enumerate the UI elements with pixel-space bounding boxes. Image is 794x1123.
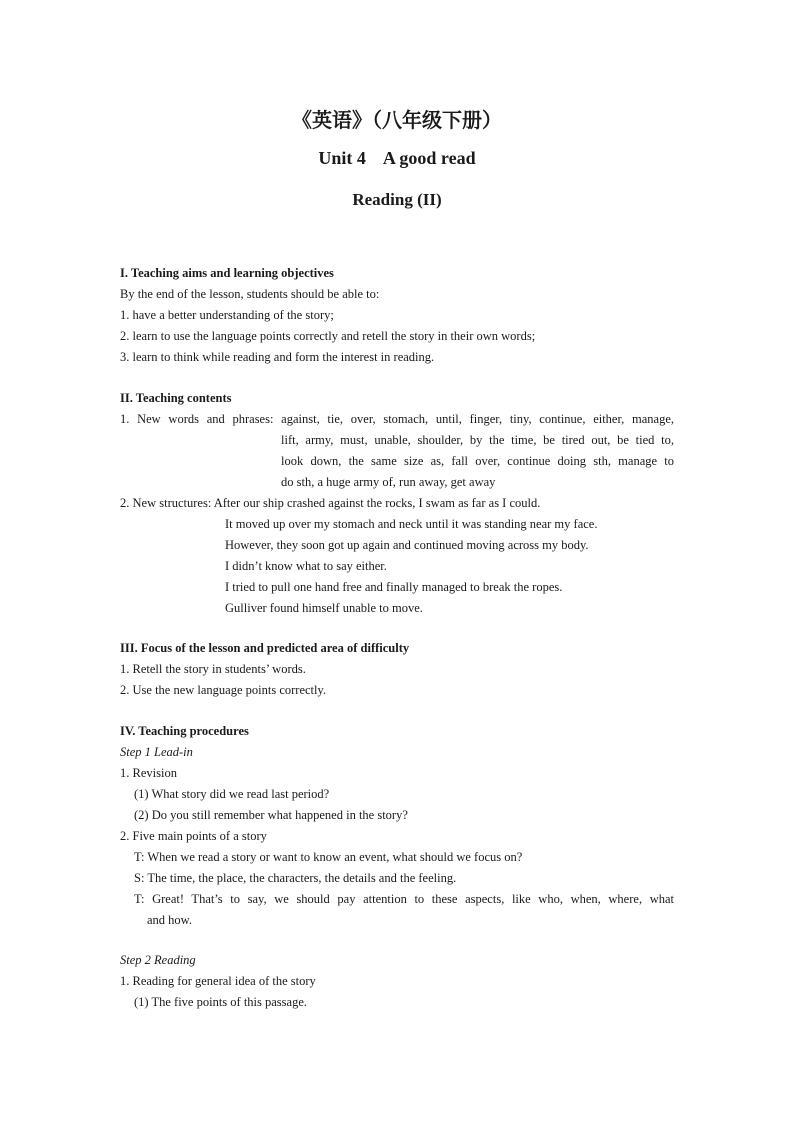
dialogue-line: S: The time, the place, the characters, the details and the feeling. <box>134 871 457 885</box>
words-line: lift, army, must, unable, shoulder, by the time, be tired out, be tied to, <box>281 433 674 447</box>
words-line: 1. New words and phrases: against, tie, over, stomach, until, finger, tiny, continue, either, manage, <box>120 412 674 426</box>
unit-title: Unit 4 A good read <box>318 148 476 168</box>
structure-item: It moved up over my stomach and neck until it was standing near my face. <box>225 517 598 531</box>
dialogue-line: T: Great! That’s to say, we should pay attention to these aspects, like who, when, where, what <box>134 892 674 906</box>
structure-item: I tried to pull one hand free and finally managed to break the ropes. <box>225 580 563 594</box>
words-line: do sth, a huge army of, run away, get away <box>281 475 496 489</box>
reading-item: 1. Reading for general idea of the story <box>120 974 316 988</box>
step1-heading: Step 1 Lead-in <box>120 745 193 759</box>
section4-heading: IV. Teaching procedures <box>120 724 249 738</box>
question-item: (1) What story did we read last period? <box>134 787 330 801</box>
objective-item: 2. learn to use the language points correctly and retell the story in their own words; <box>120 329 536 343</box>
section3-heading: III. Focus of the lesson and predicted area of difficulty <box>120 641 410 655</box>
words-line: look down, the same size as, fall over, continue doing sth, manage to <box>281 454 674 468</box>
revision-item: 1. Revision <box>120 766 177 780</box>
objective-item: 3. learn to think while reading and form the interest in reading. <box>120 350 435 364</box>
objective-item: 1. have a better understanding of the story; <box>120 308 334 322</box>
focus-item: 2. Use the new language points correctly. <box>120 683 327 697</box>
dialogue-line: T: When we read a story or want to know an event, what should we focus on? <box>134 850 523 864</box>
focus-item: 1. Retell the story in students’ words. <box>120 662 306 676</box>
step2-heading: Step 2 Reading <box>120 953 196 967</box>
structure-item: I didn’t know what to say either. <box>225 559 387 573</box>
reading-subitem: (1) The five points of this passage. <box>134 995 307 1009</box>
section2-heading: II. Teaching contents <box>120 391 232 405</box>
five-points-item: 2. Five main points of a story <box>120 829 267 843</box>
structure-item: Gulliver found himself unable to move. <box>225 601 423 615</box>
question-item: (2) Do you still remember what happened in the story? <box>134 808 408 822</box>
section1-intro: By the end of the lesson, students should be able to: <box>120 287 380 301</box>
lesson-title: Reading (II) <box>352 190 442 209</box>
dialogue-line: and how. <box>147 913 193 927</box>
section1-heading: I. Teaching aims and learning objectives <box>120 266 334 280</box>
structures-label: 2. New structures: After our ship crashed against the rocks, I swam as far as I could. <box>120 496 541 510</box>
structure-item: However, they soon got up again and continued moving across my body. <box>225 538 589 552</box>
book-title: 《英语》（八年级下册） <box>292 108 502 132</box>
